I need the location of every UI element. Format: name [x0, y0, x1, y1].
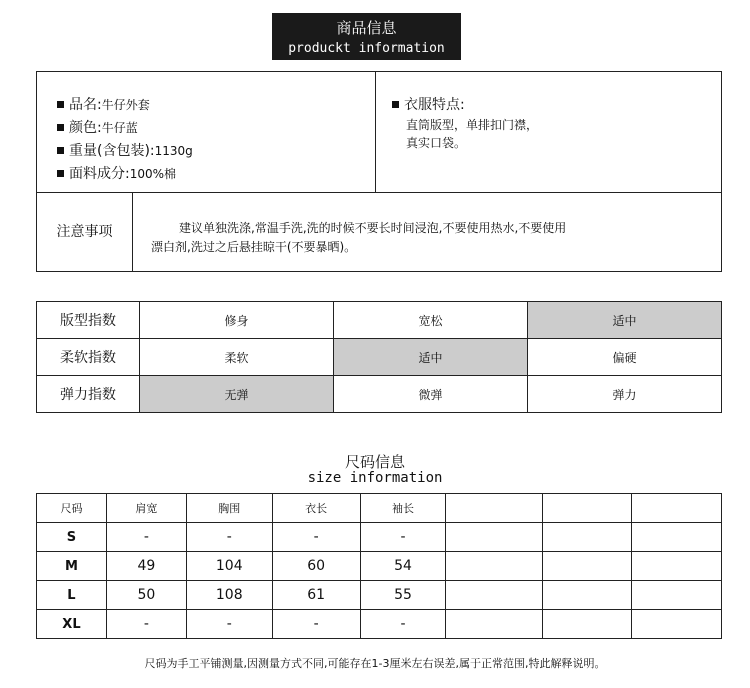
index-option: 宽松: [334, 302, 528, 339]
column-header: 袖长: [360, 494, 446, 523]
table-row: [37, 610, 722, 639]
features-heading: 衣服特点:: [392, 96, 538, 114]
features-description: 直筒版型，单排扣门襟， 真实口袋。: [406, 118, 539, 150]
table-cell: [543, 581, 632, 610]
size-chart-table: [36, 493, 722, 639]
table-cell: [632, 552, 722, 581]
size-cell: XL: [37, 610, 107, 639]
column-header: 胸围: [186, 494, 272, 523]
column-header: 衣长: [272, 494, 360, 523]
attr-row-color: 颜色:牛仔蓝: [57, 117, 375, 140]
table-cell: 55: [360, 581, 446, 610]
size-table-header: [37, 494, 722, 523]
table-cell: 54: [360, 552, 446, 581]
attr-row-name: 品名:牛仔外套: [57, 94, 375, 117]
measurement-footnote: 尺码为手工平铺测量,因测量方式不同,可能存在1-3厘米左右误差,属于正常范围,特此解释说明。: [144, 657, 606, 670]
table-cell: 61: [272, 581, 360, 610]
product-info-title-en: produckt information: [288, 41, 445, 56]
index-option: 弹力: [528, 376, 722, 413]
size-info-title-cn: 尺码信息: [344, 453, 405, 471]
table-cell: [543, 523, 632, 552]
table-cell: [446, 610, 543, 639]
size-cell: L: [37, 581, 107, 610]
table-cell: [543, 552, 632, 581]
index-label: 版型指数: [37, 302, 140, 339]
column-header: [543, 494, 632, 523]
index-row-elasticity: [37, 376, 722, 413]
product-info-title-cn: 商品信息: [336, 19, 397, 37]
index-option-selected: 无弹: [140, 376, 334, 413]
index-option: 修身: [140, 302, 334, 339]
table-row: [37, 552, 722, 581]
table-cell: 50: [106, 581, 186, 610]
size-info-title-en: size information: [307, 470, 443, 486]
column-header: 尺码: [37, 494, 107, 523]
product-info-box: [36, 71, 722, 272]
table-cell: [446, 581, 543, 610]
attr-row-weight: 重量(含包装):1130g: [57, 140, 375, 163]
table-cell: [446, 552, 543, 581]
table-cell: [543, 610, 632, 639]
table-cell: [632, 581, 722, 610]
index-option-selected: 适中: [334, 339, 528, 376]
index-option: 微弹: [334, 376, 528, 413]
square-bullet-icon: [57, 101, 64, 108]
square-bullet-icon: [57, 170, 64, 177]
column-header: [446, 494, 543, 523]
care-label: 注意事项: [37, 193, 133, 272]
table-cell: -: [360, 610, 446, 639]
index-row-fit: [37, 302, 722, 339]
table-cell: -: [186, 610, 272, 639]
index-label: 柔软指数: [37, 339, 140, 376]
square-bullet-icon: [57, 147, 64, 154]
product-info-title-box: [272, 13, 461, 60]
table-cell: [632, 610, 722, 639]
table-cell: 49: [106, 552, 186, 581]
table-row: [37, 523, 722, 552]
table-cell: 104: [186, 552, 272, 581]
index-option: 柔软: [140, 339, 334, 376]
fit-index-table: [36, 301, 722, 413]
product-attributes: [37, 72, 376, 193]
table-row: [37, 581, 722, 610]
column-header: [632, 494, 722, 523]
product-features: [392, 96, 538, 152]
attr-row-fabric: 面料成分:100%棉: [57, 163, 375, 186]
column-header: 肩宽: [106, 494, 186, 523]
table-cell: 108: [186, 581, 272, 610]
index-row-softness: [37, 339, 722, 376]
table-cell: [446, 523, 543, 552]
index-option-selected: 适中: [528, 302, 722, 339]
table-cell: -: [360, 523, 446, 552]
index-label: 弹力指数: [37, 376, 140, 413]
size-cell: M: [37, 552, 107, 581]
table-cell: -: [272, 523, 360, 552]
care-text: 建议单独洗涤,常温手洗,洗的时候不要长时间浸泡,不要使用热水,不要使用漂白剂,洗过之后悬挂晾干(不要暴晒)。: [151, 221, 567, 254]
table-cell: -: [106, 523, 186, 552]
square-bullet-icon: [57, 124, 64, 131]
table-cell: 60: [272, 552, 360, 581]
table-cell: -: [106, 610, 186, 639]
size-cell: S: [37, 523, 107, 552]
square-bullet-icon: [392, 101, 399, 108]
table-cell: [632, 523, 722, 552]
index-option: 偏硬: [528, 339, 722, 376]
table-cell: -: [186, 523, 272, 552]
table-cell: -: [272, 610, 360, 639]
care-instructions: [37, 192, 721, 271]
